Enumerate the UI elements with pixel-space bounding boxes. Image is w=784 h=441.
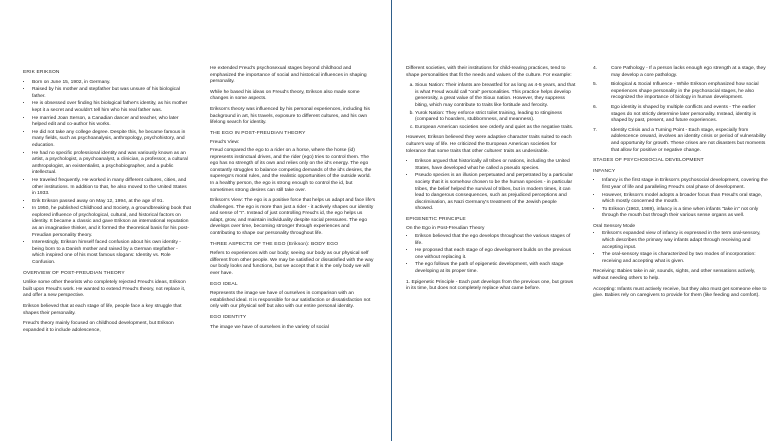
overview-heading: OVERVIEW OF POST-FREUDIAN THEORY bbox=[23, 270, 125, 276]
bio-item: • He married Joan Serson, a Canadian dancer and teacher, who later helped edit and co-author his works. bbox=[32, 116, 191, 129]
ego-ideal-heading: EGO IDEAL bbox=[210, 281, 238, 287]
numbered-item bbox=[593, 128, 771, 154]
bio-item: • Raised by his mother and stepfather but was unsure of his biological father. bbox=[32, 87, 191, 100]
erikson-view bbox=[210, 198, 376, 238]
oral-sensory-list bbox=[593, 231, 771, 265]
epigenetic-item: • The ego follows the path of epigenetic development, with each stage developing at its proper time. bbox=[415, 262, 576, 275]
right-page bbox=[393, 0, 784, 441]
overview-paragraph: Erikson believed that at each stage of life, people face a key struggle that shapes their personality. bbox=[23, 304, 182, 316]
bio-item: • He had no specific professional identity and was variously known as an artist, a psychologist, a psychoanalyst, a clinician, a professor, a cultural anthropologist, an existentialist, a psychobiographer, and a public intellectual. bbox=[32, 151, 191, 177]
bio-item: • Erik Erikson passed away on May 12, 1994, at the age of 91. bbox=[32, 199, 191, 206]
left-column-1 bbox=[23, 66, 191, 338]
title-heading: ERIK ERIKSON bbox=[23, 70, 60, 75]
infancy-item: • Infancy is the first stage in Erikson's psychosocial development, covering the first year of life and paralleling Freud's oral phase of development. bbox=[602, 178, 771, 191]
epigenetic-list bbox=[406, 234, 576, 276]
left-column-2 bbox=[210, 66, 376, 335]
bio-item: • Born on June 15, 1902, in Germany. bbox=[32, 80, 191, 87]
accepting-text: Accepting: Infants must actively receive, but they also must get someone else to give. Babies rely on caregivers to provide for them (like feeding and comfort). bbox=[593, 286, 767, 299]
numbered-item bbox=[593, 105, 771, 125]
item-text: Biological & Social Influence - While Erikson emphasized how social experiences shape personality in the psychosocial stages, he also recognized the importance of biology in human development. bbox=[611, 82, 759, 101]
oral-sensory-item: • The oral-sensory stage is characterized by two modes of incorporation: receiving and accepting what is given. bbox=[602, 252, 771, 265]
item-text: Ego identity is shaped by multiple conflicts and events - The earlier stages do not strictly determine later personality. Instead, identity is shaped by past, present, and future experiences. bbox=[611, 104, 757, 124]
epigenetic-subheading: On the Ego in Post-Freudian Theory bbox=[406, 226, 485, 232]
numbered-item bbox=[593, 82, 771, 102]
item-number: 6. bbox=[593, 104, 598, 110]
overview-paragraph: Unlike some other theorists who completely rejected Freud's ideas, Erikson built upon Freud's work. He wanted to extend Freud's theory, not replace it, and offer a new perspective. bbox=[23, 280, 186, 299]
overview-paragraph: Freud's theory mainly focused on childhood development, but Erikson expanded it to include adolescence, bbox=[23, 321, 174, 333]
intro-paragraph: Erikson's theory was influenced by his personal experiences, including his background in art, his travels, exposure to different cultures, and his own lifelong search for identity. bbox=[210, 106, 370, 126]
infancy-heading: INFANCY bbox=[593, 168, 616, 174]
oral-sensory-heading: Oral Sensory Mode bbox=[593, 223, 636, 229]
pseudo-species-item: • Erikson argued that historically all tribes or nations, including the United States, have developed what he called a pseudo species. bbox=[415, 159, 576, 172]
page-divider bbox=[391, 0, 392, 441]
culture-intro: Different societies, with their institutions for child-rearing practices, tend to shape personalities that fit the needs and values of the culture. For example: bbox=[406, 66, 572, 78]
ego-heading: THE EGO IN POST-FREUDIAN THEORY bbox=[210, 130, 306, 136]
pseudo-species-item: • Pseudo species is an illusion perpetuated and perpetrated by a particular society that it is somehow chosen to be the human species - in particular tribes, the belief helped the survival of tribes, but in modern times, it can lead to dangerous consequences, such as prejudiced perceptions and discrimination, as Nazi Germany's treatment of the Jewish people showed. bbox=[415, 173, 576, 213]
culture-example: c. European American societies see orderly and quiet as the negative traits. bbox=[415, 125, 576, 132]
bio-item: • In 1950, he published Childhood and Society, a groundbreaking book that explored influence of psychological, cultural, and historical factors on identity. It became a classic and gave Erikson an international reputation as an imaginative thinker, and it formed the theoretical basis for his post-Freudian personality theory. bbox=[32, 206, 191, 239]
epigenetic-item: • He proposed that each stage of ego development builds on the previous one without replacing it. bbox=[415, 248, 576, 261]
intro-paragraph: While he based his ideas on Freud's theory, Erikson also made some changes in some aspects. bbox=[210, 89, 360, 102]
bio-item: • He is obsessed over finding his biological father's identity, as his mother kept it a secret and wouldn't tell him who his real father was. bbox=[32, 101, 191, 114]
three-aspects-heading: THREE ASPECTS OF THE EGO (Erikson): BODY EGO bbox=[210, 241, 339, 247]
culture-example: b. Yurok Nation: They enforce strict toilet training, leading to stinginess (compared to hoarders, stubbornness, and meanness). bbox=[415, 111, 576, 124]
culture-examples bbox=[406, 83, 576, 131]
body-ego-text: Refers to experiences with our body; seeing our body as our physical self different from other people. We may be satisfied or dissatisfied with the way our body looks and functions, but we accept that it is the only body we will ever have. bbox=[210, 251, 374, 277]
item-text: Core Pathology - If a person lacks enough ego strength at a stage, they may develop a core pathology. bbox=[611, 66, 766, 78]
culture-example: a. Sioux Nation: Their infants are breastfed for as long as 4-5 years, and that is what Freud would call "oral" personalities. This practice helps develop generosity, a great value of the Sioux nation. However, they suppress biting, which may contribute to traits like fortitude and ferocity. bbox=[415, 83, 576, 109]
freud-view-label: Freud's View: bbox=[210, 140, 240, 146]
erikson-view-label: Erikson's View: bbox=[210, 198, 243, 204]
right-column-2 bbox=[593, 66, 771, 304]
ego-identity-heading: EGO IDENTITY bbox=[210, 315, 247, 320]
adaptive-paragraph: However, Erikson believed they were adaptive character traits suited to each culture's way of life. He criticized the European American societies for tolerance that some traits that other cultures' traits as undesirable. bbox=[406, 135, 572, 154]
pseudo-species-list bbox=[406, 159, 576, 213]
epigenetic-heading: EPIGENETIC PRINCIPLE bbox=[406, 216, 466, 222]
bio-item: • He traveled frequently. He worked in many different cultures, cities, and other institutions. In addition to that, he also moved to the United States in 1933. bbox=[32, 178, 191, 198]
erikson-view-text: The ego is a positive force that helps us adapt and face life's challenges. The ego is more than just a rider - it actively shapes our identity and sense of "I". Instead of just controlling Freud's id, the ego helps us adapt, grow, and maintain individuality despite social pressures. The ego develops over time, becoming stronger through experiences and contributing to shape our personality throughout life. bbox=[210, 198, 376, 237]
ego-ideal-text: Represents the image we have of ourselves in comparison with an established ideal. It is responsible for our satisfaction or dissatisfaction not only with our physical self but also with our entire personal identity. bbox=[210, 291, 371, 310]
intro-paragraph: He extended Freud's psychosexual stages beyond childhood and emphasized the importance of social and historical influences in shaping personality. bbox=[210, 66, 367, 85]
item-number: 7. bbox=[593, 127, 598, 133]
item-number: 5. bbox=[593, 82, 598, 88]
infancy-item: • However, Erikson's model adopts a broader focus than Freud's oral stage, which mostly concerned the mouth. bbox=[602, 193, 771, 206]
stages-heading: STAGES OF PSYCHOSOCIAL DEVELOPMENT bbox=[593, 158, 704, 164]
freud-view-text: Freud compared the ego to a rider on a horse, where the horse (id) represents instinctual drives, and the rider (ego) tries to control them. The ego has no strength of its own and relies only on the id's energy. The ego constantly struggles to balance competing demands of the id's desires, the superego's moral rules, and the realistic opportunities of the outside world. In a healthy person, the ego is strong enough to control the id, but sometimes strong desires can still take over. bbox=[210, 147, 372, 193]
right-column-1 bbox=[406, 66, 576, 297]
item-number: 4. bbox=[593, 66, 598, 71]
numbered-item bbox=[593, 66, 771, 79]
infancy-item: • To Erikson (1963, 1989), infancy is a time when infants "take in" not only through the mouth but through their various sense organs as well. bbox=[602, 207, 771, 220]
bio-list bbox=[23, 80, 191, 267]
item-text: Identity Crisis and a Turning Point - Each stage, especially from adolescence onward, involves an identity crisis or period of vulnerability and opportunity for growth. These crises are not disasters but moments that allow for positive or negative change. bbox=[611, 127, 766, 153]
epigenetic-item: • Erikson believed that the ego develops throughout the various stages of life. bbox=[415, 234, 576, 247]
bio-item: • Interestingly, Erikson himself faced confusion about his own identity - being born to a Danish mother and raised by a German stepfather - which inspired one of his most famous slogans: Identity vs. Role Confusion. bbox=[32, 240, 191, 266]
left-page bbox=[0, 0, 390, 441]
epigenetic-principle-text: 1. Epigenetic Principle - Each part develops from the previous one, but grows in its time, but does not completely replace what came before. bbox=[406, 279, 574, 292]
receiving-text: Receiving: Babies take in air, sounds, sights, and other sensations actively, without needing others to help. bbox=[593, 269, 756, 282]
oral-sensory-item: • Erikson's expanded view of infancy is expressed in the term oral-sensory, which describes the primary way infants adapt through receiving and accepting input. bbox=[602, 231, 771, 251]
infancy-list bbox=[593, 178, 771, 220]
bio-item: • He did not take any college degree. Despite this, he became famous in many fields, such as psychoanalysis, anthropology, psychohistory, and education. bbox=[32, 130, 191, 150]
ego-identity-text: The image we have of ourselves in the variety of social bbox=[210, 324, 329, 330]
